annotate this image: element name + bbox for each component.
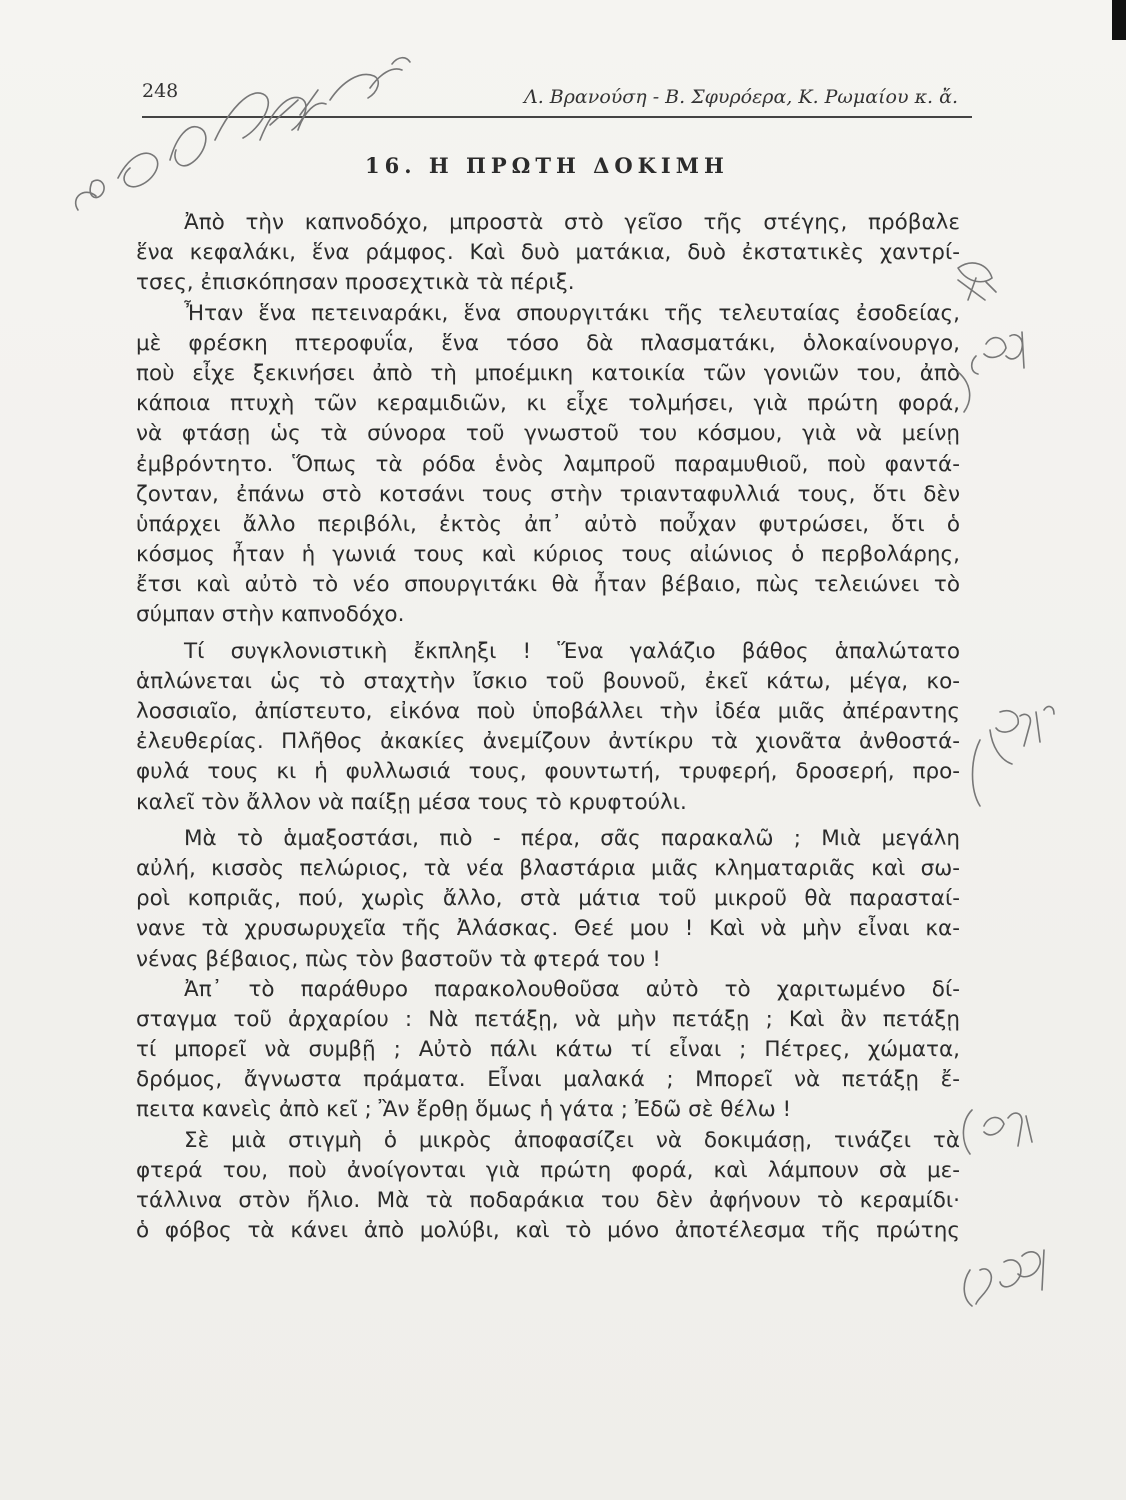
text-line: ἐλευθερίας. Πλῆθος ἀκακίες ἀνεμίζουν ἀντίκρυ τὰ χιονᾶτα ἀνθοστά- [136, 729, 960, 755]
text-line: Μὰ τὸ ἁμαξοστάσι, πιὸ - πέρα, σᾶς παρακαλῶ ; Μιὰ μεγάλη [184, 825, 960, 851]
running-head: Λ. Βρανούση - Β. Σφυρόερα, Κ. Ρωμαίου κ. ἄ. [524, 86, 958, 108]
paragraph [136, 975, 960, 1126]
scan-edge-shadow [1112, 0, 1126, 40]
text-line: τάλλινα στὸν ἥλιο. Μὰ τὰ ποδαράκια του δὲν ἀφήνουν τὸ κεραμίδι· [136, 1188, 960, 1213]
text-line: νανε τὰ χρυσωρυχεῖα τῆς Ἀλάσκας. Θεέ μου ! Καὶ νὰ μὴν εἶναι κα- [136, 916, 960, 942]
text-line: σταγμα τοῦ ἀρχαρίου : Νὰ πετάξῃ, νὰ μὴν πετάξῃ ; Καὶ ἂν πετάξῃ [136, 1006, 960, 1032]
text-line: ἁπλώνεται ὡς τὸ σταχτὴν ἴσκιο τοῦ βουνοῦ, ἐκεῖ κάτω, μέγα, κο- [136, 668, 960, 694]
text-line: σύμπαν στὴν καπνοδόχο. [136, 602, 405, 628]
text-line: τσες, ἐπισκόπησαν προσεχτικὰ τὰ πέριξ. [136, 270, 575, 296]
text-line: ἐμβρόντητο. Ὅπως τὰ ρόδα ἑνὸς λαμπροῦ παραμυθιοῦ, ποὺ φαντά- [136, 451, 960, 477]
text-line: μὲ φρέσκη πτεροφυΐα, ἕνα τόσο δὰ πλασματάκι, ὁλοκαίνουργο, [136, 330, 960, 356]
text-line: κόσμος ἦταν ἡ γωνιά τους καὶ κύριος τους αἰώνιος ὁ περβολάρης, [136, 542, 960, 568]
text-line: ζονταν, ἐπάνω στὸ κοτσάνι τους στὴν τριανταφυλλιά τους, ὅτι δὲν [136, 481, 960, 507]
pencil-mark-right-1 [958, 263, 996, 292]
text-line: Ἀπὸ τὴν καπνοδόχο, μπροστὰ στὸ γεῖσο τῆς στέγης, πρόβαλε [184, 210, 960, 235]
text-line: ἕνα κεφαλάκι, ἕνα ράμφος. Καὶ δυὸ ματάκια, δυὸ ἐκστατικὲς χαντρί- [136, 240, 960, 266]
page-header [142, 72, 972, 120]
text-line: λοσσιαῖο, ἀπίστευτο, εἰκόνα ποὺ ὑποβάλλει τὴν ἰδέα μιᾶς ἀπέραντης [136, 699, 960, 724]
text-line: ἔτσι καὶ αὐτὸ τὸ νέο σπουργιτάκι θὰ ἦταν βέβαιο, πὼς τελειώνει τὸ [136, 572, 960, 598]
text-line: Σὲ μιὰ στιγμὴ ὁ μικρὸς ἀποφασίζει νὰ δοκιμάσῃ, τινάζει τὰ [184, 1127, 960, 1153]
text-line: νὰ φτάσῃ ὡς τὰ σύνορα τοῦ γνωστοῦ του κόσμου, γιὰ νὰ μείνῃ [136, 421, 960, 447]
text-line: Ἀπ᾽ τὸ παράθυρο παρακολουθοῦσα αὐτὸ τὸ χαριτωμένο δί- [184, 976, 960, 1002]
paragraph [136, 299, 960, 631]
text-line: τί μπορεῖ νὰ συμβῇ ; Αὐτὸ πάλι κάτω τί εἶναι ; Πέτρες, χώματα, [136, 1037, 960, 1063]
pencil-cross-mark [958, 278, 985, 300]
text-line: πειτα κανεὶς ἀπὸ κεῖ ; Ἂν ἔρθῃ ὅμως ἡ γάτα ; Ἐδῶ σὲ θέλω ! [136, 1097, 792, 1123]
paragraph [136, 824, 960, 975]
text-line: φυλά τους κι ἡ φυλλωσιά τους, φουντωτή, τρυφερή, δροσερή, προ- [136, 759, 960, 785]
header-rule [142, 116, 972, 118]
paragraph [136, 1126, 960, 1247]
text-line: Ἦταν ἕνα πετειναράκι, ἕνα σπουργιτάκι τῆς τελευταίας ἐσοδείας, [184, 300, 960, 326]
text-line: δρόμος, ἄγνωστα πράματα. Εἶναι μαλακά ; Μπορεῖ νὰ πετάξῃ ἔ- [136, 1067, 960, 1093]
text-line: ὑπάρχει ἄλλο περιβόλι, ἐκτὸς ἀπ᾽ αὐτὸ ποὖχαν φυτρώσει, ὅτι ὁ [136, 511, 960, 537]
text-line: ποὺ εἶχε ξεκινήσει ἀπὸ τὴ μποέμικη κατοικία τῶν γονιῶν του, ἀπὸ [136, 360, 960, 386]
text-line: καλεῖ τὸν ἄλλον νὰ παίξῃ μέσα τους τὸ κρυφτούλι. [136, 789, 687, 815]
text-line: νένας βέβαιος, πὼς τὸν βαστοῦν τὰ φτερά του ! [136, 946, 661, 972]
pencil-mark-right-3 [973, 707, 1055, 806]
pencil-mark-right-2 [958, 332, 1024, 412]
text-line: αὐλή, κισσὸς πελώριος, τὰ νέα βλαστάρια μιᾶς κληματαριᾶς καὶ σω- [136, 855, 960, 881]
pencil-mark-right-5 [964, 1250, 1044, 1306]
page-number: 248 [142, 80, 179, 102]
text-line: ροὶ κοπριᾶς, πού, χωρὶς ἄλλο, στὰ μάτια τοῦ μικροῦ θὰ παρασταί- [136, 886, 960, 912]
text-line: φτερά του, ποὺ ἀνοίγονται γιὰ πρώτη φορά, καὶ λάμπουν σὰ με- [136, 1157, 960, 1183]
paragraph [136, 208, 960, 299]
text-line: Τί συγκλονιστικὴ ἔκπληξι ! Ἕνα γαλάζιο βάθος ἁπαλώτατο [184, 638, 960, 664]
body-text [136, 208, 960, 1246]
text-line: ὁ φόβος τὰ κάνει ἀπὸ μολύβι, καὶ τὸ μόνο ἀποτέλεσμα τῆς πρώτης [136, 1218, 960, 1244]
chapter-title: 16. Η ΠΡΩΤΗ ΔΟΚΙΜΗ [365, 153, 729, 178]
paragraph [136, 637, 960, 818]
text-line: κάποια πτυχὴ τῶν κεραμιδιῶν, κι εἶχε τολμήσει, γιὰ πρώτη φορά, [136, 391, 960, 417]
pencil-mark-right-4 [963, 1110, 1032, 1154]
